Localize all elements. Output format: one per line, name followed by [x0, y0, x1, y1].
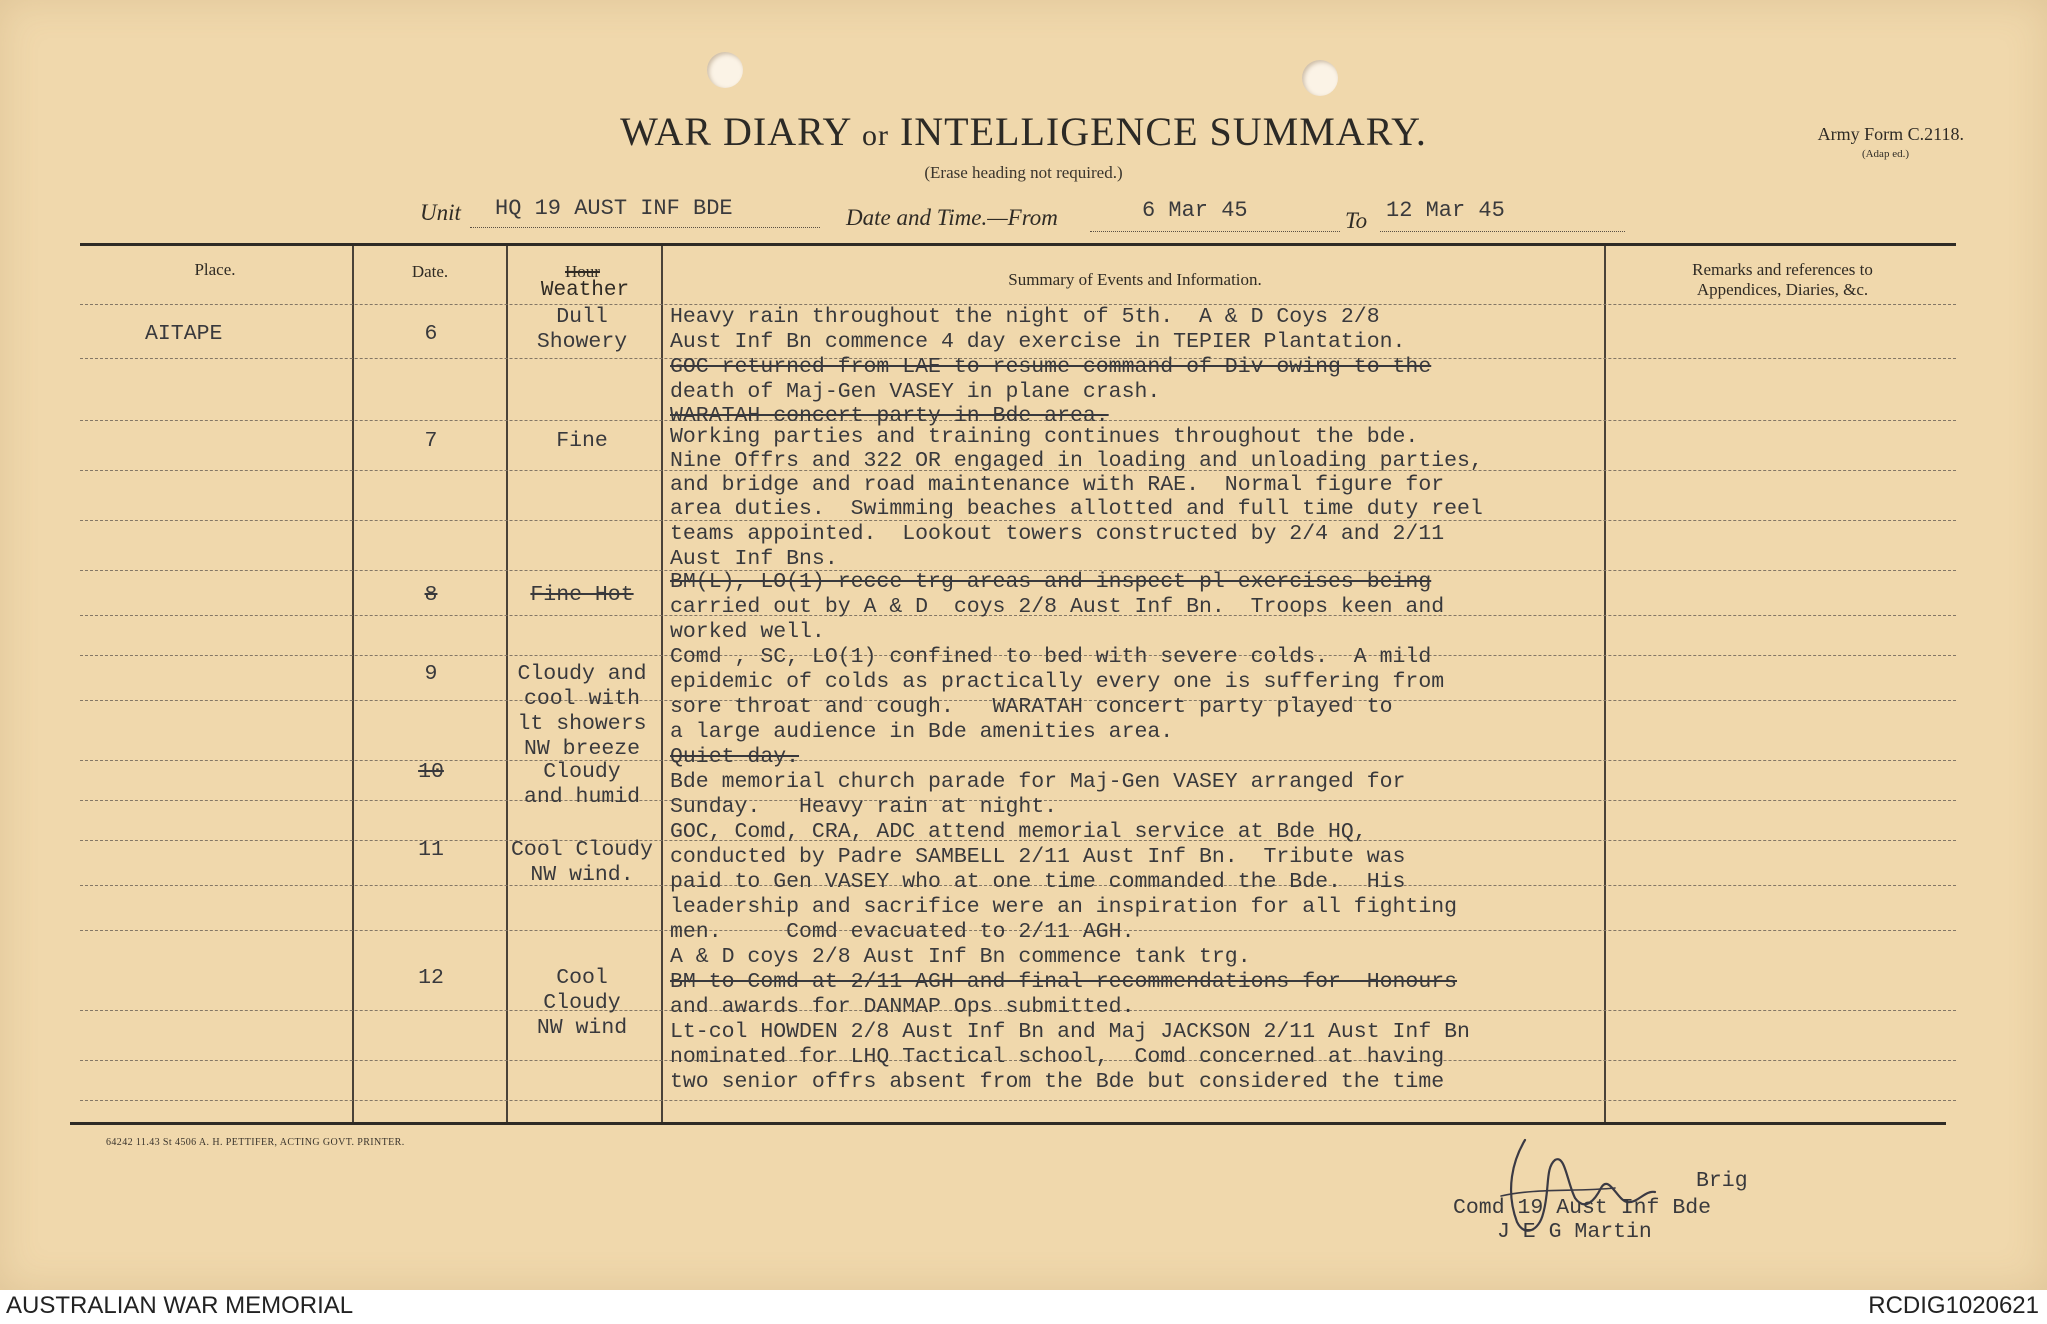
unit-label: Unit	[420, 200, 461, 225]
date-from-label: Date and Time.—From	[846, 205, 1058, 230]
printer-line: 64242 11.43 St 4506 A. H. PETTIFER, ACTING GOVT. PRINTER.	[106, 1137, 405, 1148]
summary-line: A & D coys 2/8 Aust Inf Bn commence tank trg.	[670, 945, 1251, 969]
entry-date: 11	[418, 838, 444, 862]
table-bottom-rule	[70, 1122, 1946, 1125]
summary-line: teams appointed. Lookout towers constructed by 2/4 and 2/11	[670, 522, 1445, 546]
title-war-diary: WAR DIARY	[620, 109, 851, 154]
summary-line: sore throat and cough. WARATAH concert party played to	[670, 695, 1393, 719]
title-or: or	[861, 119, 889, 152]
date-to-label: To	[1345, 208, 1368, 233]
signature-rank: Brig	[1696, 1169, 1748, 1193]
divider-summary-remarks	[1604, 246, 1606, 1122]
col-head-summary: Summary of Events and Information.	[1008, 270, 1262, 289]
summary-line: two senior offrs absent from the Bde but considered the time	[670, 1070, 1445, 1094]
date-to-field-line	[1380, 230, 1625, 232]
summary-line: BM to Comd at 2/11 AGH and final recommendations for Honours	[670, 970, 1458, 994]
entry-weather: Fine Hot	[530, 583, 634, 607]
entry-weather: Dull	[556, 305, 608, 329]
summary-line: WARATAH concert party in Bde area.	[670, 404, 1109, 428]
col-head-remarks	[1625, 260, 1940, 300]
col-head-date: Date.	[411, 262, 449, 281]
ruled-row-line	[80, 1100, 1956, 1101]
table-top-rule	[80, 243, 1956, 246]
hour-struck-text: Hour	[565, 262, 600, 281]
remarks-heading-line1: Remarks and references to	[1692, 260, 1873, 279]
archive-reference: RCDIG1020621	[1868, 1292, 2039, 1319]
place-value: AITAPE	[145, 322, 223, 346]
entry-weather: lt showers	[517, 712, 647, 736]
remarks-heading-line2: Appendices, Diaries, &c.	[1696, 280, 1869, 299]
entry-weather: and humid	[523, 785, 641, 809]
summary-line: GOC returned from LAE to resume command of Div owing to the	[670, 355, 1432, 379]
summary-line: paid to Gen VASEY who at one time commanded the Bde. His	[670, 870, 1406, 894]
col-head-weather	[515, 280, 655, 301]
form-number	[1818, 124, 1964, 160]
signature-appointment: Comd 19 Aust Inf Bde	[1453, 1196, 1712, 1220]
summary-line: worked well.	[670, 620, 825, 644]
entry-date: 8	[424, 583, 438, 607]
summary-line: BM(L), LO(1) recce trg areas and inspect pl exercises being	[670, 570, 1432, 594]
summary-line: Heavy rain throughout the night of 5th. A & D Coys 2/8	[670, 305, 1380, 329]
date-to-value: 12 Mar 45	[1386, 198, 1505, 223]
summary-line: Aust Inf Bn commence 4 day exercise in TEPIER Plantation.	[670, 330, 1406, 354]
summary-line: nominated for LHQ Tactical school, Comd concerned at having	[670, 1045, 1445, 1069]
ruled-row-line	[80, 760, 1956, 761]
entry-date: 10	[418, 760, 444, 784]
entry-date: 9	[424, 662, 438, 686]
archive-credit: AUSTRALIAN WAR MEMORIAL	[6, 1292, 354, 1319]
summary-line: GOC, Comd, CRA, ADC attend memorial service at Bde HQ,	[670, 820, 1367, 844]
punch-hole-right	[1302, 60, 1338, 96]
form-note: (Adap ed.)	[1861, 148, 1909, 160]
entry-weather: Cool Cloudy	[511, 838, 653, 862]
entry-date: 12	[418, 966, 444, 990]
unit-value: HQ 19 AUST INF BDE	[495, 196, 733, 221]
date-from-field-line	[1090, 230, 1340, 232]
divider-place-date	[352, 246, 354, 1122]
summary-line: and awards for DANMAP Ops submitted.	[670, 995, 1135, 1019]
col-head-place: Place.	[194, 260, 236, 279]
summary-line: Lt-col HOWDEN 2/8 Aust Inf Bn and Maj JACKSON 2/11 Aust Inf Bn	[670, 1020, 1470, 1044]
summary-line: a large audience in Bde amenities area.	[670, 720, 1174, 744]
summary-line: Working parties and training continues throughout the bde.	[670, 425, 1419, 449]
summary-line: conducted by Padre SAMBELL 2/11 Aust Inf Bn. Tribute was	[670, 845, 1406, 869]
date-from-value: 6 Mar 45	[1142, 198, 1248, 223]
signature-name: J E G Martin	[1497, 1220, 1652, 1244]
summary-line: Sunday. Heavy rain at night.	[670, 795, 1058, 819]
entry-date: 7	[424, 429, 438, 453]
summary-line: Nine Offrs and 322 OR engaged in loading and unloading parties,	[670, 449, 1483, 473]
summary-line: Aust Inf Bns.	[670, 547, 838, 571]
entry-weather: Cool	[556, 966, 608, 990]
summary-line: Bde memorial church parade for Maj-Gen VASEY arranged for	[670, 770, 1406, 794]
entry-weather: Showery	[536, 330, 628, 354]
summary-line: men. Comd evacuated to 2/11 AGH.	[670, 920, 1135, 944]
entry-weather: NW wind	[536, 1016, 628, 1040]
divider-weather-summary	[661, 246, 663, 1122]
subtitle: (Erase heading not required.)	[924, 163, 1123, 182]
summary-line: area duties. Swimming beaches allotted and full time duty reel	[670, 497, 1483, 521]
entry-date: 6	[424, 322, 438, 346]
entry-weather: Cloudy and	[517, 662, 647, 686]
summary-line: Quiet day.	[670, 745, 800, 769]
weather-heading: Weather	[540, 279, 630, 302]
entry-weather: Cloudy	[543, 760, 621, 784]
entry-weather: Fine	[556, 429, 608, 453]
entry-weather: NW wind.	[530, 863, 634, 887]
entry-weather: Cloudy	[543, 991, 621, 1015]
page-title	[0, 108, 2047, 155]
summary-line: epidemic of colds as practically every one is suffering from	[670, 670, 1445, 694]
summary-line: Comd , SC, LO(1) confined to bed with severe colds. A mild	[670, 645, 1432, 669]
title-intelligence-summary: INTELLIGENCE SUMMARY.	[899, 109, 1427, 154]
summary-line: carried out by A & D coys 2/8 Aust Inf Bn. Troops keen and	[670, 595, 1445, 619]
unit-field-line	[470, 226, 820, 228]
form-number-text: Army Form C.2118.	[1817, 124, 1964, 144]
summary-line: leadership and sacrifice were an inspiration for all fighting	[670, 895, 1458, 919]
punch-hole-left	[707, 52, 743, 88]
summary-line: and bridge and road maintenance with RAE. Normal figure for	[670, 473, 1445, 497]
summary-line: death of Maj-Gen VASEY in plane crash.	[670, 380, 1161, 404]
entry-weather: NW breeze	[523, 737, 641, 761]
entry-weather: cool with	[523, 687, 641, 711]
